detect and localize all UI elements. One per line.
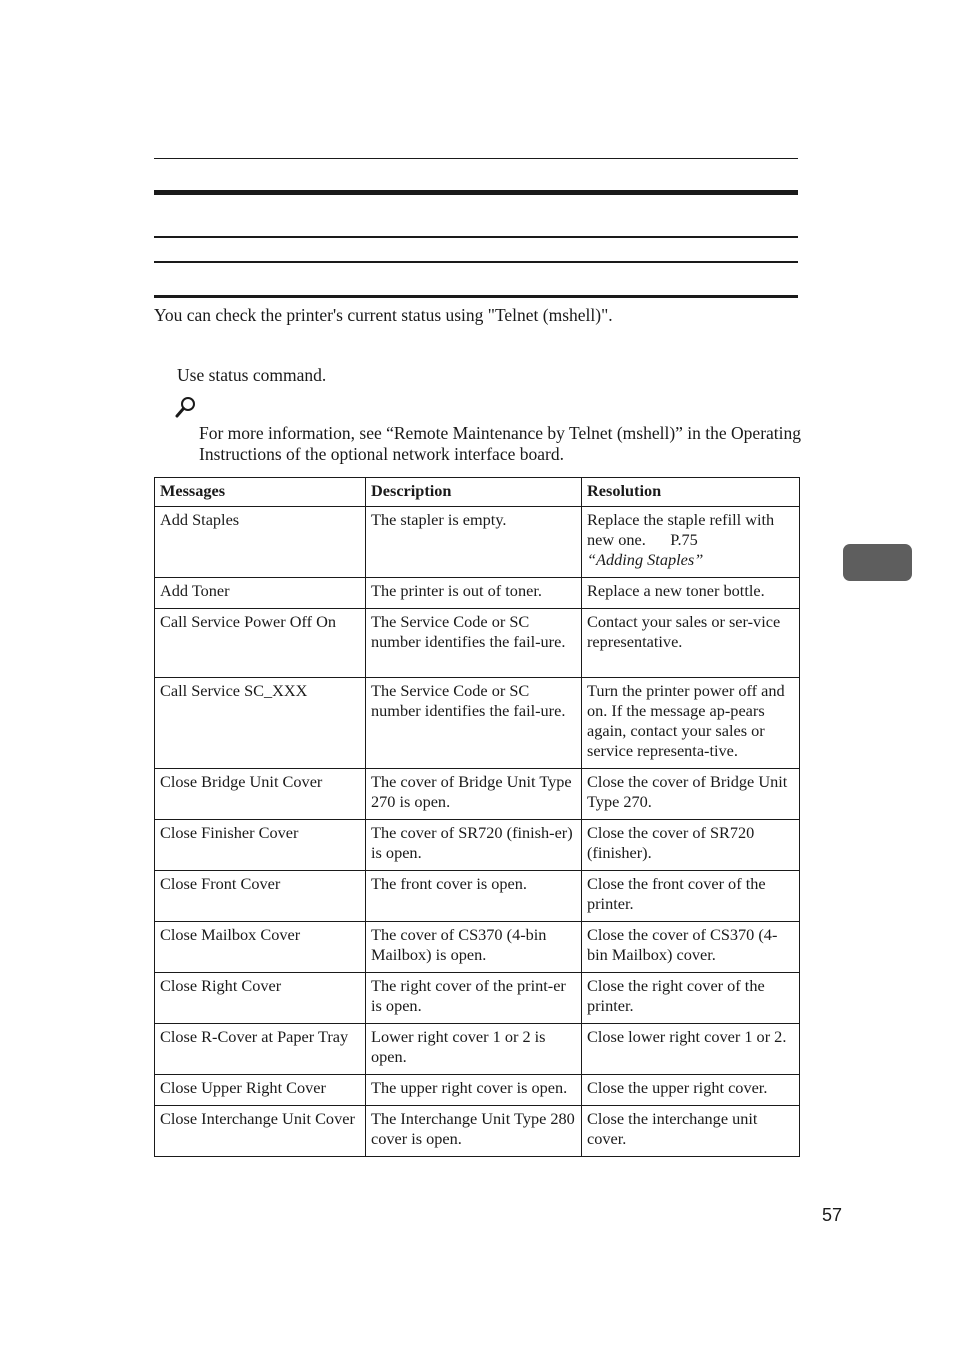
header-resolution: Resolution (582, 478, 800, 507)
table-row (155, 871, 800, 922)
table-header-row (155, 478, 800, 507)
table-row (155, 609, 800, 678)
description-cell: The cover of Bridge Unit Type 270 is open. (366, 769, 582, 820)
header-description: Description (366, 478, 582, 507)
message-cell: Close R-Cover at Paper Tray (155, 1024, 366, 1075)
resolution-cell: Close the right cover of the printer. (582, 973, 800, 1024)
resolution-text: Replace the staple refill with new one. (587, 510, 775, 549)
description-cell: The printer is out of toner. (366, 578, 582, 609)
header-messages: Messages (155, 478, 366, 507)
resolution-cell: Turn the printer power off and on. If the message ap-pears again, contact your sales or service representa-tive. (582, 678, 800, 769)
resolution-cell: Close lower right cover 1 or 2. (582, 1024, 800, 1075)
description-cell: The Service Code or SC number identifies the fail-ure. (366, 678, 582, 769)
table-row (155, 973, 800, 1024)
message-cell: Add Staples (155, 507, 366, 578)
messages-table (154, 477, 800, 1157)
message-cell: Call Service SC_XXX (155, 678, 366, 769)
resolution-cell: Replace a new toner bottle. (582, 578, 800, 609)
description-cell: The front cover is open. (366, 871, 582, 922)
resolution-cell: Close the front cover of the printer. (582, 871, 800, 922)
message-cell: Add Toner (155, 578, 366, 609)
description-cell: The cover of CS370 (4-bin Mailbox) is open. (366, 922, 582, 973)
section-rule-bottom (154, 261, 798, 263)
table-row (155, 769, 800, 820)
table-row (155, 1024, 800, 1075)
description-cell: The Service Code or SC number identifies the fail-ure. (366, 609, 582, 678)
section-rule-top (154, 236, 798, 238)
message-cell: Close Mailbox Cover (155, 922, 366, 973)
message-cell: Close Interchange Unit Cover (155, 1106, 366, 1157)
resolution-cell: Contact your sales or ser-vice representative. (582, 609, 800, 678)
message-cell: Close Front Cover (155, 871, 366, 922)
description-cell: The stapler is empty. (366, 507, 582, 578)
message-cell: Close Upper Right Cover (155, 1075, 366, 1106)
resolution-cell: Close the cover of CS370 (4-bin Mailbox) cover. (582, 922, 800, 973)
resolution-cell: Close the upper right cover. (582, 1075, 800, 1106)
table-row (155, 1106, 800, 1157)
page-reference[interactable]: P.75 (670, 530, 698, 549)
chapter-thumb-tab (843, 544, 912, 581)
description-cell: The cover of SR720 (finish-er) is open. (366, 820, 582, 871)
message-cell: Close Finisher Cover (155, 820, 366, 871)
message-cell: Close Bridge Unit Cover (155, 769, 366, 820)
page-number: 57 (822, 1205, 843, 1225)
table-row (155, 922, 800, 973)
reference-title: “Adding Staples” (587, 550, 704, 569)
table-row (155, 1075, 800, 1106)
description-cell: The upper right cover is open. (366, 1075, 582, 1106)
message-cell: Call Service Power Off On (155, 609, 366, 678)
description-cell: The Interchange Unit Type 280 cover is open. (366, 1106, 582, 1157)
magnifier-icon (174, 395, 198, 419)
table-row (155, 678, 800, 769)
resolution-cell: Close the cover of Bridge Unit Type 270. (582, 769, 800, 820)
header-rule-thin (154, 158, 798, 159)
header-rule-thick (154, 190, 798, 195)
use-status-note: Use status command. (177, 365, 327, 385)
table-row (155, 820, 800, 871)
resolution-cell: Close the cover of SR720 (finisher). (582, 820, 800, 871)
resolution-cell: Close the interchange unit cover. (582, 1106, 800, 1157)
description-cell: The right cover of the print-er is open. (366, 973, 582, 1024)
reference-note: For more information, see “Remote Maintenance by Telnet (mshell)” in the Operating Instructions of the optional network interface board. (199, 423, 802, 464)
message-cell: Close Right Cover (155, 973, 366, 1024)
intro-text: You can check the printer's current status using "Telnet (mshell)". (154, 305, 613, 325)
description-cell: Lower right cover 1 or 2 is open. (366, 1024, 582, 1075)
subsection-rule (154, 295, 798, 298)
table-row (155, 578, 800, 609)
resolution-cell (582, 507, 800, 578)
table-row (155, 507, 800, 578)
